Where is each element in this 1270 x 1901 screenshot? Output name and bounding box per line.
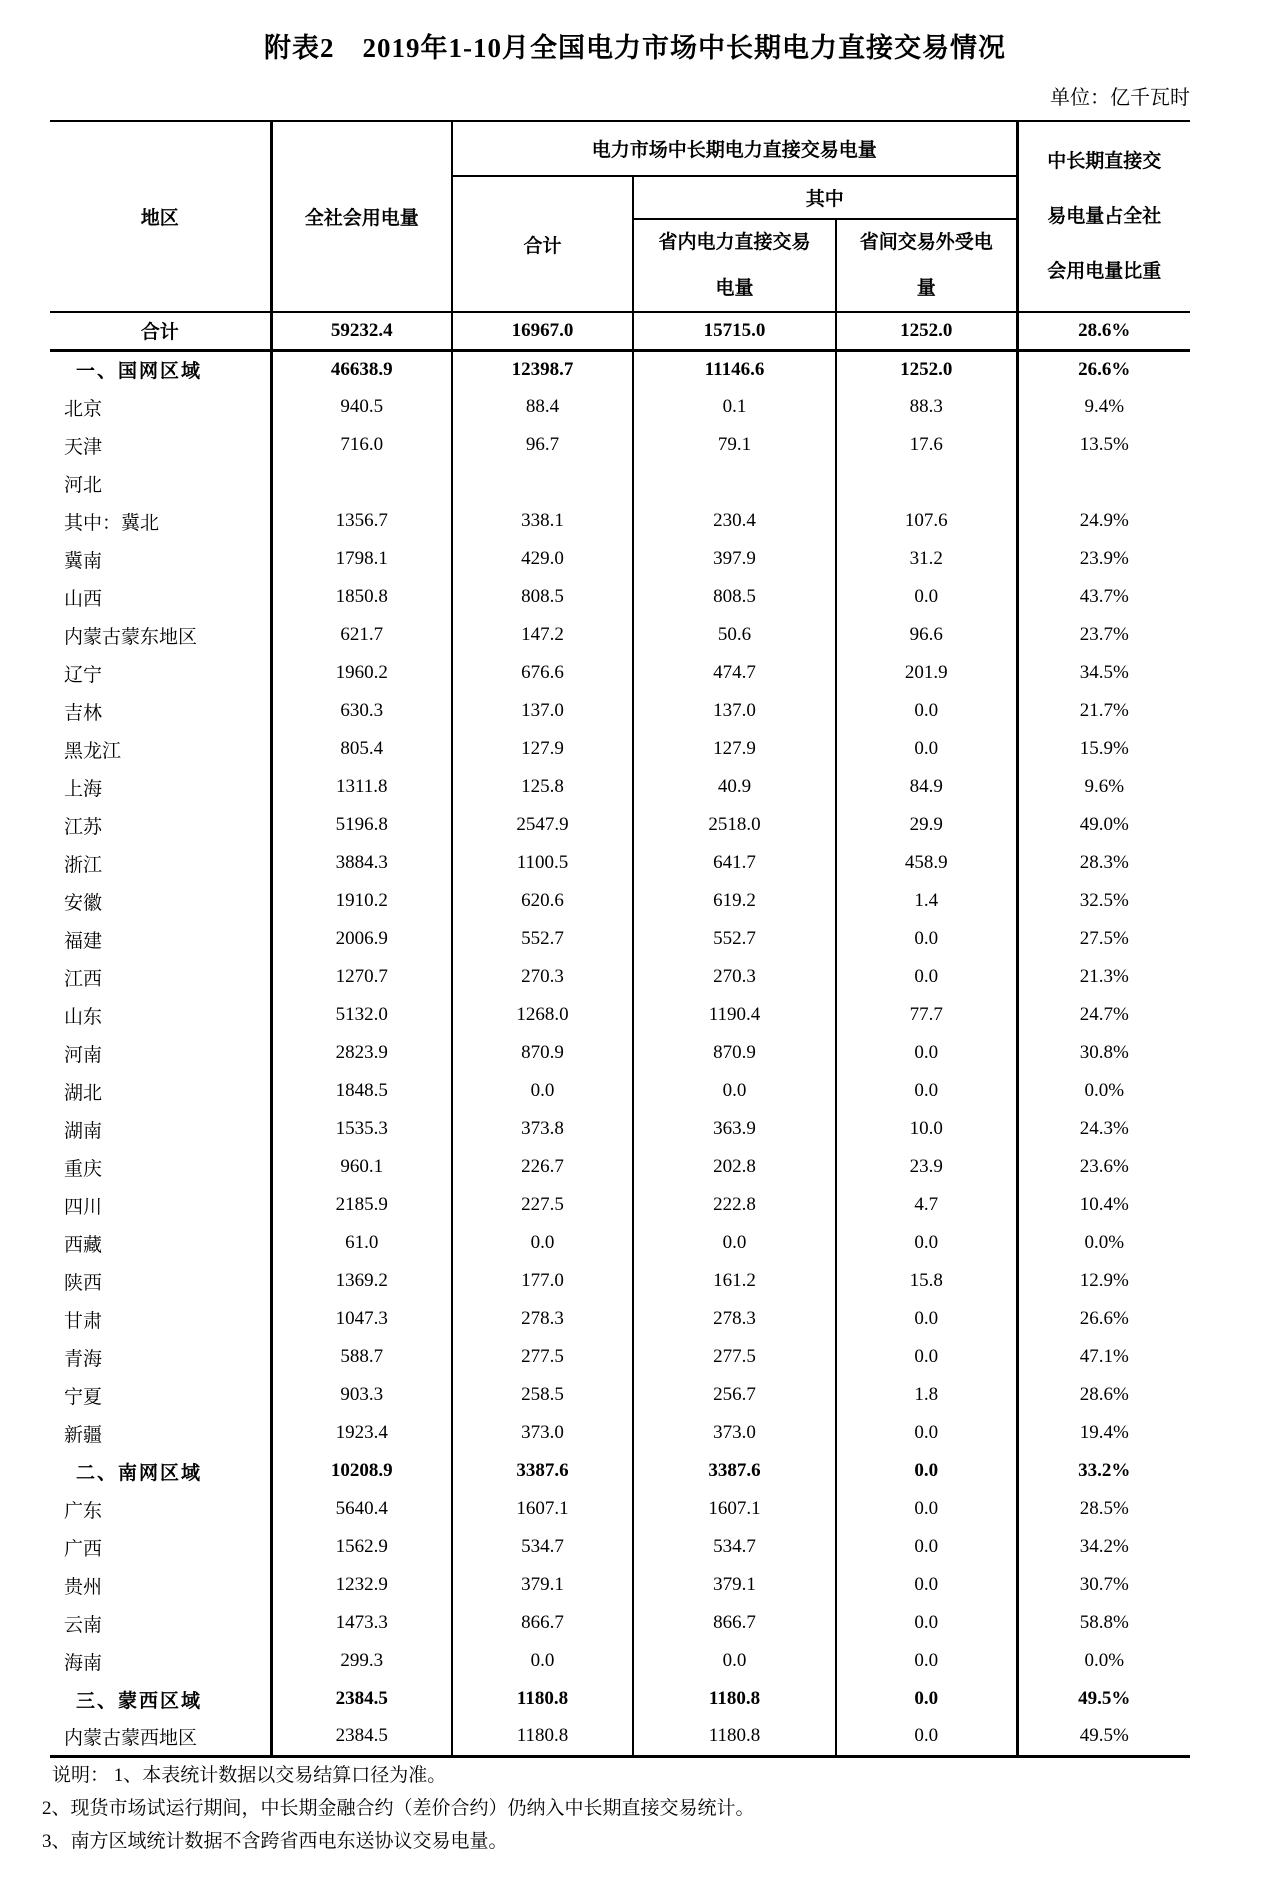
notes-block bbox=[0, 1766, 1270, 1851]
value-cell: 270.3 bbox=[633, 958, 836, 996]
table-row bbox=[50, 1452, 1190, 1490]
value-cell: 77.7 bbox=[836, 996, 1017, 1034]
value-cell: 1268.0 bbox=[452, 996, 633, 1034]
value-cell: 2185.9 bbox=[271, 1186, 452, 1224]
table-row bbox=[50, 1148, 1190, 1186]
region-cell: 西藏 bbox=[64, 1234, 103, 1256]
table-row bbox=[50, 1414, 1190, 1452]
value-cell: 79.1 bbox=[633, 426, 836, 464]
table-row bbox=[50, 1566, 1190, 1604]
table-row bbox=[50, 1718, 1190, 1756]
region-cell: 冀南 bbox=[64, 550, 103, 572]
value-cell: 28.6% bbox=[1017, 1376, 1190, 1414]
region-cell: 江西 bbox=[64, 968, 103, 990]
value-cell: 23.6% bbox=[1017, 1148, 1190, 1186]
table-row bbox=[50, 1490, 1190, 1528]
value-cell: 0.0 bbox=[836, 1452, 1017, 1490]
value-cell: 870.9 bbox=[452, 1034, 633, 1072]
table-body bbox=[50, 312, 1190, 1756]
value-cell bbox=[452, 464, 633, 502]
region-cell: 内蒙古蒙西地区 bbox=[64, 1727, 198, 1749]
value-cell: 1798.1 bbox=[271, 540, 452, 578]
region-cell: 内蒙古蒙东地区 bbox=[64, 626, 198, 648]
table-row bbox=[50, 1224, 1190, 1262]
table-row bbox=[50, 1338, 1190, 1376]
value-cell: 0.0 bbox=[836, 1490, 1017, 1528]
value-cell: 26.6% bbox=[1017, 350, 1190, 388]
value-cell: 11146.6 bbox=[633, 350, 836, 388]
value-cell: 147.2 bbox=[452, 616, 633, 654]
value-cell: 49.0% bbox=[1017, 806, 1190, 844]
value-cell: 46638.9 bbox=[271, 350, 452, 388]
value-cell: 808.5 bbox=[633, 578, 836, 616]
value-cell: 0.0 bbox=[836, 1072, 1017, 1110]
value-cell: 0.1 bbox=[633, 388, 836, 426]
table-row bbox=[50, 616, 1190, 654]
value-cell: 534.7 bbox=[452, 1528, 633, 1566]
value-cell: 278.3 bbox=[633, 1300, 836, 1338]
value-cell: 127.9 bbox=[633, 730, 836, 768]
value-cell: 474.7 bbox=[633, 654, 836, 692]
value-cell: 0.0 bbox=[452, 1072, 633, 1110]
value-cell: 458.9 bbox=[836, 844, 1017, 882]
value-cell: 1848.5 bbox=[271, 1072, 452, 1110]
value-cell: 940.5 bbox=[271, 388, 452, 426]
table-row bbox=[50, 844, 1190, 882]
value-cell: 227.5 bbox=[452, 1186, 633, 1224]
value-cell: 379.1 bbox=[633, 1566, 836, 1604]
value-cell: 0.0 bbox=[836, 1414, 1017, 1452]
value-cell: 621.7 bbox=[271, 616, 452, 654]
header-inter-provincial-text: 省间交易外受电量 bbox=[859, 232, 993, 299]
region-cell: 辽宁 bbox=[64, 664, 103, 686]
value-cell: 0.0% bbox=[1017, 1224, 1190, 1262]
region-cell: 其中：冀北 bbox=[64, 512, 160, 534]
note-line: 2、现货市场试运行期间，中长期金融合约（差价合约）仍纳入中长期直接交易统计。 bbox=[42, 1797, 755, 1819]
value-cell: 0.0 bbox=[836, 1642, 1017, 1680]
value-cell: 1850.8 bbox=[271, 578, 452, 616]
value-cell: 28.6% bbox=[1017, 312, 1190, 350]
value-cell: 379.1 bbox=[452, 1566, 633, 1604]
value-cell: 27.5% bbox=[1017, 920, 1190, 958]
value-cell: 534.7 bbox=[633, 1528, 836, 1566]
value-cell: 805.4 bbox=[271, 730, 452, 768]
region-cell: 河北 bbox=[64, 474, 103, 496]
value-cell: 373.8 bbox=[452, 1110, 633, 1148]
value-cell: 49.5% bbox=[1017, 1718, 1190, 1756]
region-cell: 吉林 bbox=[64, 702, 103, 724]
value-cell: 2518.0 bbox=[633, 806, 836, 844]
value-cell: 1190.4 bbox=[633, 996, 836, 1034]
table-row bbox=[50, 1376, 1190, 1414]
table-row bbox=[50, 1604, 1190, 1642]
value-cell: 2547.9 bbox=[452, 806, 633, 844]
value-cell: 278.3 bbox=[452, 1300, 633, 1338]
table-row bbox=[50, 1110, 1190, 1148]
region-cell: 黑龙江 bbox=[64, 740, 122, 762]
note-line: 说明： 1、本表统计数据以交易结算口径为准。 bbox=[52, 1764, 447, 1786]
value-cell: 619.2 bbox=[633, 882, 836, 920]
value-cell: 40.9 bbox=[633, 768, 836, 806]
value-cell: 23.9 bbox=[836, 1148, 1017, 1186]
region-cell: 青海 bbox=[64, 1348, 103, 1370]
table-row bbox=[50, 578, 1190, 616]
value-cell: 16967.0 bbox=[452, 312, 633, 350]
value-cell: 26.6% bbox=[1017, 1300, 1190, 1338]
table-row bbox=[50, 806, 1190, 844]
header-market-group: 电力市场中长期电力直接交易电量 bbox=[452, 121, 1017, 176]
region-cell: 河南 bbox=[64, 1044, 103, 1066]
value-cell: 277.5 bbox=[633, 1338, 836, 1376]
unit-label: 单位：亿千瓦时 bbox=[1050, 87, 1190, 109]
region-cell: 二、南网区域 bbox=[76, 1462, 203, 1484]
value-cell: 30.7% bbox=[1017, 1566, 1190, 1604]
value-cell: 0.0 bbox=[452, 1642, 633, 1680]
region-cell: 广西 bbox=[64, 1538, 103, 1560]
value-cell: 125.8 bbox=[452, 768, 633, 806]
value-cell: 0.0 bbox=[836, 1680, 1017, 1718]
region-cell: 上海 bbox=[64, 778, 103, 800]
value-cell: 34.2% bbox=[1017, 1528, 1190, 1566]
value-cell: 24.9% bbox=[1017, 502, 1190, 540]
value-cell: 17.6 bbox=[836, 426, 1017, 464]
value-cell: 258.5 bbox=[452, 1376, 633, 1414]
value-cell: 1.8 bbox=[836, 1376, 1017, 1414]
value-cell: 1180.8 bbox=[452, 1718, 633, 1756]
value-cell: 3387.6 bbox=[452, 1452, 633, 1490]
value-cell: 5132.0 bbox=[271, 996, 452, 1034]
value-cell: 3884.3 bbox=[271, 844, 452, 882]
value-cell: 96.6 bbox=[836, 616, 1017, 654]
value-cell: 299.3 bbox=[271, 1642, 452, 1680]
value-cell: 177.0 bbox=[452, 1262, 633, 1300]
value-cell: 397.9 bbox=[633, 540, 836, 578]
value-cell: 1180.8 bbox=[633, 1718, 836, 1756]
value-cell: 866.7 bbox=[633, 1604, 836, 1642]
region-cell: 山东 bbox=[64, 1006, 103, 1028]
value-cell bbox=[836, 464, 1017, 502]
value-cell: 3387.6 bbox=[633, 1452, 836, 1490]
value-cell: 1311.8 bbox=[271, 768, 452, 806]
value-cell: 0.0 bbox=[836, 1566, 1017, 1604]
table-row bbox=[50, 350, 1190, 388]
value-cell: 2384.5 bbox=[271, 1718, 452, 1756]
region-cell: 湖南 bbox=[64, 1120, 103, 1142]
value-cell: 0.0 bbox=[836, 692, 1017, 730]
value-cell: 1232.9 bbox=[271, 1566, 452, 1604]
value-cell: 10208.9 bbox=[271, 1452, 452, 1490]
value-cell: 1535.3 bbox=[271, 1110, 452, 1148]
table-row bbox=[50, 1262, 1190, 1300]
value-cell: 9.6% bbox=[1017, 768, 1190, 806]
value-cell: 1960.2 bbox=[271, 654, 452, 692]
value-cell: 429.0 bbox=[452, 540, 633, 578]
value-cell: 363.9 bbox=[633, 1110, 836, 1148]
value-cell bbox=[1017, 464, 1190, 502]
value-cell: 256.7 bbox=[633, 1376, 836, 1414]
value-cell: 10.4% bbox=[1017, 1186, 1190, 1224]
value-cell: 10.0 bbox=[836, 1110, 1017, 1148]
value-cell: 0.0% bbox=[1017, 1642, 1190, 1680]
region-cell: 云南 bbox=[64, 1614, 103, 1636]
region-cell: 三、蒙西区域 bbox=[76, 1690, 203, 1712]
value-cell: 630.3 bbox=[271, 692, 452, 730]
note-line: 3、南方区域统计数据不含跨省西电东送协议交易电量。 bbox=[42, 1830, 508, 1852]
value-cell: 0.0 bbox=[452, 1224, 633, 1262]
table-row bbox=[50, 920, 1190, 958]
value-cell: 1607.1 bbox=[633, 1490, 836, 1528]
value-cell: 0.0 bbox=[633, 1072, 836, 1110]
table-row bbox=[50, 882, 1190, 920]
value-cell: 866.7 bbox=[452, 1604, 633, 1642]
value-cell: 0.0 bbox=[633, 1642, 836, 1680]
value-cell: 30.8% bbox=[1017, 1034, 1190, 1072]
value-cell: 29.9 bbox=[836, 806, 1017, 844]
value-cell: 15715.0 bbox=[633, 312, 836, 350]
table-row bbox=[50, 1680, 1190, 1718]
value-cell: 0.0 bbox=[836, 1718, 1017, 1756]
value-cell: 61.0 bbox=[271, 1224, 452, 1262]
value-cell: 202.8 bbox=[633, 1148, 836, 1186]
value-cell: 222.8 bbox=[633, 1186, 836, 1224]
table-row bbox=[50, 692, 1190, 730]
region-cell: 安徽 bbox=[64, 892, 103, 914]
value-cell: 552.7 bbox=[633, 920, 836, 958]
value-cell: 0.0% bbox=[1017, 1072, 1190, 1110]
value-cell: 5640.4 bbox=[271, 1490, 452, 1528]
value-cell: 21.7% bbox=[1017, 692, 1190, 730]
value-cell: 1369.2 bbox=[271, 1262, 452, 1300]
value-cell: 15.9% bbox=[1017, 730, 1190, 768]
region-cell: 一、国网区域 bbox=[76, 361, 203, 383]
value-cell: 620.6 bbox=[452, 882, 633, 920]
value-cell: 338.1 bbox=[452, 502, 633, 540]
value-cell: 1923.4 bbox=[271, 1414, 452, 1452]
table-row bbox=[50, 1034, 1190, 1072]
region-cell: 浙江 bbox=[64, 854, 103, 876]
value-cell: 1.4 bbox=[836, 882, 1017, 920]
value-cell: 2384.5 bbox=[271, 1680, 452, 1718]
table-row bbox=[50, 654, 1190, 692]
value-cell: 5196.8 bbox=[271, 806, 452, 844]
value-cell: 0.0 bbox=[836, 730, 1017, 768]
value-cell: 15.8 bbox=[836, 1262, 1017, 1300]
value-cell: 96.7 bbox=[452, 426, 633, 464]
value-cell: 0.0 bbox=[836, 920, 1017, 958]
value-cell: 1356.7 bbox=[271, 502, 452, 540]
table-row bbox=[50, 312, 1190, 350]
header-share bbox=[1017, 121, 1190, 312]
value-cell: 43.7% bbox=[1017, 578, 1190, 616]
region-cell: 合计 bbox=[50, 312, 271, 350]
value-cell: 127.9 bbox=[452, 730, 633, 768]
value-cell: 270.3 bbox=[452, 958, 633, 996]
table-row bbox=[50, 730, 1190, 768]
value-cell: 960.1 bbox=[271, 1148, 452, 1186]
region-cell: 贵州 bbox=[64, 1576, 103, 1598]
value-cell: 23.9% bbox=[1017, 540, 1190, 578]
value-cell: 1607.1 bbox=[452, 1490, 633, 1528]
value-cell: 12398.7 bbox=[452, 350, 633, 388]
header-intra-provincial-text: 省内电力直接交易电量 bbox=[658, 232, 811, 299]
region-cell: 天津 bbox=[64, 436, 103, 458]
value-cell: 716.0 bbox=[271, 426, 452, 464]
region-cell: 广东 bbox=[64, 1500, 103, 1522]
value-cell: 0.0 bbox=[836, 1224, 1017, 1262]
table-row bbox=[50, 540, 1190, 578]
table-row bbox=[50, 768, 1190, 806]
value-cell: 47.1% bbox=[1017, 1338, 1190, 1376]
value-cell: 19.4% bbox=[1017, 1414, 1190, 1452]
value-cell: 137.0 bbox=[633, 692, 836, 730]
region-cell: 宁夏 bbox=[64, 1386, 103, 1408]
header-subtotal: 合计 bbox=[452, 176, 633, 312]
region-cell: 北京 bbox=[64, 398, 103, 420]
value-cell: 373.0 bbox=[452, 1414, 633, 1452]
table-row bbox=[50, 388, 1190, 426]
table-row bbox=[50, 464, 1190, 502]
value-cell: 552.7 bbox=[452, 920, 633, 958]
value-cell: 2006.9 bbox=[271, 920, 452, 958]
value-cell: 1252.0 bbox=[836, 312, 1017, 350]
header-intra-provincial bbox=[633, 219, 836, 312]
value-cell: 1047.3 bbox=[271, 1300, 452, 1338]
table-row bbox=[50, 426, 1190, 464]
value-cell: 676.6 bbox=[452, 654, 633, 692]
header-region: 地区 bbox=[50, 121, 271, 312]
value-cell: 32.5% bbox=[1017, 882, 1190, 920]
value-cell: 1100.5 bbox=[452, 844, 633, 882]
value-cell: 1180.8 bbox=[633, 1680, 836, 1718]
value-cell: 0.0 bbox=[836, 1604, 1017, 1642]
value-cell: 59232.4 bbox=[271, 312, 452, 350]
value-cell: 58.8% bbox=[1017, 1604, 1190, 1642]
region-cell: 福建 bbox=[64, 930, 103, 952]
value-cell: 137.0 bbox=[452, 692, 633, 730]
value-cell: 31.2 bbox=[836, 540, 1017, 578]
value-cell: 903.3 bbox=[271, 1376, 452, 1414]
table-row bbox=[50, 502, 1190, 540]
value-cell: 50.6 bbox=[633, 616, 836, 654]
value-cell: 49.5% bbox=[1017, 1680, 1190, 1718]
value-cell: 84.9 bbox=[836, 768, 1017, 806]
value-cell: 9.4% bbox=[1017, 388, 1190, 426]
region-cell: 江苏 bbox=[64, 816, 103, 838]
region-cell: 陕西 bbox=[64, 1272, 103, 1294]
value-cell: 641.7 bbox=[633, 844, 836, 882]
region-cell: 山西 bbox=[64, 588, 103, 610]
value-cell: 870.9 bbox=[633, 1034, 836, 1072]
value-cell: 1562.9 bbox=[271, 1528, 452, 1566]
value-cell: 0.0 bbox=[836, 1300, 1017, 1338]
value-cell: 24.3% bbox=[1017, 1110, 1190, 1148]
value-cell: 28.5% bbox=[1017, 1490, 1190, 1528]
value-cell: 201.9 bbox=[836, 654, 1017, 692]
value-cell: 2823.9 bbox=[271, 1034, 452, 1072]
value-cell: 28.3% bbox=[1017, 844, 1190, 882]
value-cell: 161.2 bbox=[633, 1262, 836, 1300]
value-cell: 88.3 bbox=[836, 388, 1017, 426]
value-cell: 0.0 bbox=[836, 958, 1017, 996]
value-cell: 13.5% bbox=[1017, 426, 1190, 464]
value-cell: 4.7 bbox=[836, 1186, 1017, 1224]
table-row bbox=[50, 1186, 1190, 1224]
table-row bbox=[50, 1642, 1190, 1680]
value-cell: 226.7 bbox=[452, 1148, 633, 1186]
value-cell: 277.5 bbox=[452, 1338, 633, 1376]
value-cell bbox=[633, 464, 836, 502]
value-cell bbox=[271, 464, 452, 502]
table-row bbox=[50, 1528, 1190, 1566]
header-inter-provincial bbox=[836, 219, 1017, 312]
power-trade-table bbox=[50, 120, 1190, 1758]
value-cell: 21.3% bbox=[1017, 958, 1190, 996]
table-row bbox=[50, 1072, 1190, 1110]
value-cell: 0.0 bbox=[836, 1528, 1017, 1566]
header-of-which: 其中 bbox=[633, 176, 1017, 219]
region-cell: 海南 bbox=[64, 1652, 103, 1674]
value-cell: 1180.8 bbox=[452, 1680, 633, 1718]
value-cell: 808.5 bbox=[452, 578, 633, 616]
value-cell: 23.7% bbox=[1017, 616, 1190, 654]
value-cell: 88.4 bbox=[452, 388, 633, 426]
value-cell: 0.0 bbox=[836, 1338, 1017, 1376]
value-cell: 1473.3 bbox=[271, 1604, 452, 1642]
region-cell: 甘肃 bbox=[64, 1310, 103, 1332]
value-cell: 24.7% bbox=[1017, 996, 1190, 1034]
region-cell: 新疆 bbox=[64, 1424, 103, 1446]
value-cell: 230.4 bbox=[633, 502, 836, 540]
value-cell: 588.7 bbox=[271, 1338, 452, 1376]
value-cell: 33.2% bbox=[1017, 1452, 1190, 1490]
table-row bbox=[50, 996, 1190, 1034]
region-cell: 重庆 bbox=[64, 1158, 103, 1180]
value-cell: 0.0 bbox=[633, 1224, 836, 1262]
region-cell: 湖北 bbox=[64, 1082, 103, 1104]
value-cell: 0.0 bbox=[836, 1034, 1017, 1072]
page-title: 附表2 2019年1-10月全国电力市场中长期电力直接交易情况 bbox=[264, 33, 1006, 63]
value-cell: 34.5% bbox=[1017, 654, 1190, 692]
header-share-text: 中长期直接交易电量占全社会用电量比重 bbox=[1047, 150, 1162, 283]
table-row bbox=[50, 1300, 1190, 1338]
table-row bbox=[50, 958, 1190, 996]
header-total-consumption: 全社会用电量 bbox=[271, 121, 452, 312]
value-cell: 107.6 bbox=[836, 502, 1017, 540]
value-cell: 373.0 bbox=[633, 1414, 836, 1452]
value-cell: 1910.2 bbox=[271, 882, 452, 920]
value-cell: 1270.7 bbox=[271, 958, 452, 996]
value-cell: 12.9% bbox=[1017, 1262, 1190, 1300]
region-cell: 四川 bbox=[64, 1196, 103, 1218]
value-cell: 0.0 bbox=[836, 578, 1017, 616]
value-cell: 1252.0 bbox=[836, 350, 1017, 388]
